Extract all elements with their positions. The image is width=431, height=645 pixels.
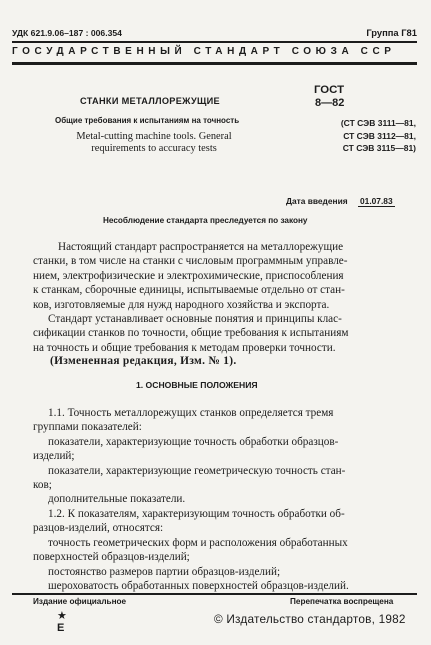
text-line: нием, электрофизические и электрохимические, приспособления bbox=[33, 269, 344, 282]
text-line bbox=[58, 240, 403, 254]
text-line: 1.2. К показателям, характеризующим точность обработки об- bbox=[48, 508, 345, 520]
sev-references bbox=[292, 117, 416, 155]
sev-reference: СТ СЭВ 3112—81, bbox=[343, 130, 416, 141]
text-line: сификации станков по точности, общие требования к испытаниям bbox=[33, 327, 349, 340]
top-rule bbox=[12, 41, 417, 43]
text-line: точность геометрических форм и расположения обработанных bbox=[48, 536, 348, 549]
text-line: Стандарт устанавливает основные понятия и принципы клас- bbox=[48, 313, 342, 325]
group-code: Группа Г81 bbox=[366, 27, 417, 38]
udc-code: УДК 621.9.06–187 : 006.354 bbox=[12, 28, 122, 38]
official-edition-label: Издание официальное bbox=[33, 597, 127, 606]
english-title bbox=[70, 131, 238, 154]
amendment-note: (Измененная редакция, Изм. № 1). bbox=[50, 355, 237, 367]
standard-banner: ГОСУДАРСТВЕННЫЙ СТАНДАРТ СОЮЗА ССР bbox=[12, 46, 396, 57]
gost-label: ГОСТ bbox=[314, 84, 345, 96]
english-title-line: requirements to accuracy tests bbox=[91, 142, 217, 154]
clause-1-1 bbox=[33, 406, 403, 507]
content-paragraph bbox=[33, 312, 403, 355]
text-line: к станкам, сборочные единицы, испытываемые отдельно от стан- bbox=[33, 284, 345, 297]
star-mark-icon: ★ bbox=[57, 610, 67, 622]
text-line: постоянство размеров партии образцов-изделий; bbox=[48, 565, 281, 578]
publisher-copyright: © Издательство стандартов, 1982 bbox=[214, 612, 406, 626]
text-line: ков, изготовляемые для нужд народного хозяйства и экспорта. bbox=[33, 298, 330, 311]
text-line-content: Настоящий стандарт распространяется на металлорежущие bbox=[58, 241, 344, 253]
text-line: разцов-изделий, относятся: bbox=[33, 522, 164, 535]
effective-date-label: Дата введения bbox=[286, 196, 348, 206]
text-line: ков; bbox=[33, 479, 52, 492]
text-line: дополнительные показатели. bbox=[48, 493, 186, 506]
banner-rule bbox=[12, 62, 417, 65]
text-line: группами показателей: bbox=[33, 421, 142, 434]
text-line: показатели, характеризующие геометрическую точность стан- bbox=[48, 464, 346, 477]
sev-reference: СТ СЭВ 3115—81) bbox=[342, 143, 416, 154]
sev-reference: (СТ СЭВ 3111—81, bbox=[340, 118, 416, 128]
reprint-prohibited-label: Перепечатка воспрещена bbox=[290, 597, 394, 606]
text-line: на точность и общие требования к методам проверки точности. bbox=[33, 341, 336, 354]
text-line: поверхностей образцов-изделий; bbox=[33, 551, 190, 564]
edition-letter-mark: Е bbox=[57, 622, 65, 634]
text-line: изделий; bbox=[33, 450, 75, 463]
effective-date-value: 01.07.83 bbox=[360, 196, 393, 206]
text-line: шероховатость обработанных поверхностей образцов-изделий. bbox=[48, 580, 349, 593]
clause-1-2 bbox=[33, 507, 403, 593]
section-heading: 1. ОСНОВНЫЕ ПОЛОЖЕНИЯ bbox=[136, 380, 258, 390]
english-title-line: Metal-cutting machine tools. General bbox=[76, 131, 232, 142]
scope-paragraph bbox=[33, 240, 403, 312]
text-line: 1.1. Точность металлорежущих станков определяется тремя bbox=[48, 407, 334, 419]
legal-warning: Несоблюдение стандарта преследуется по закону bbox=[103, 216, 308, 225]
standard-subtitle: Общие требования к испытаниям на точность bbox=[55, 116, 240, 125]
standard-title: СТАНКИ МЕТАЛЛОРЕЖУЩИЕ bbox=[80, 96, 220, 106]
footer-rule bbox=[12, 593, 417, 595]
text-line: показатели, характеризующие точность обработки образцов- bbox=[48, 435, 339, 448]
text-line: станки, в том числе на станки с числовым программным управле- bbox=[33, 255, 348, 268]
gost-number: 8—82 bbox=[315, 97, 345, 109]
